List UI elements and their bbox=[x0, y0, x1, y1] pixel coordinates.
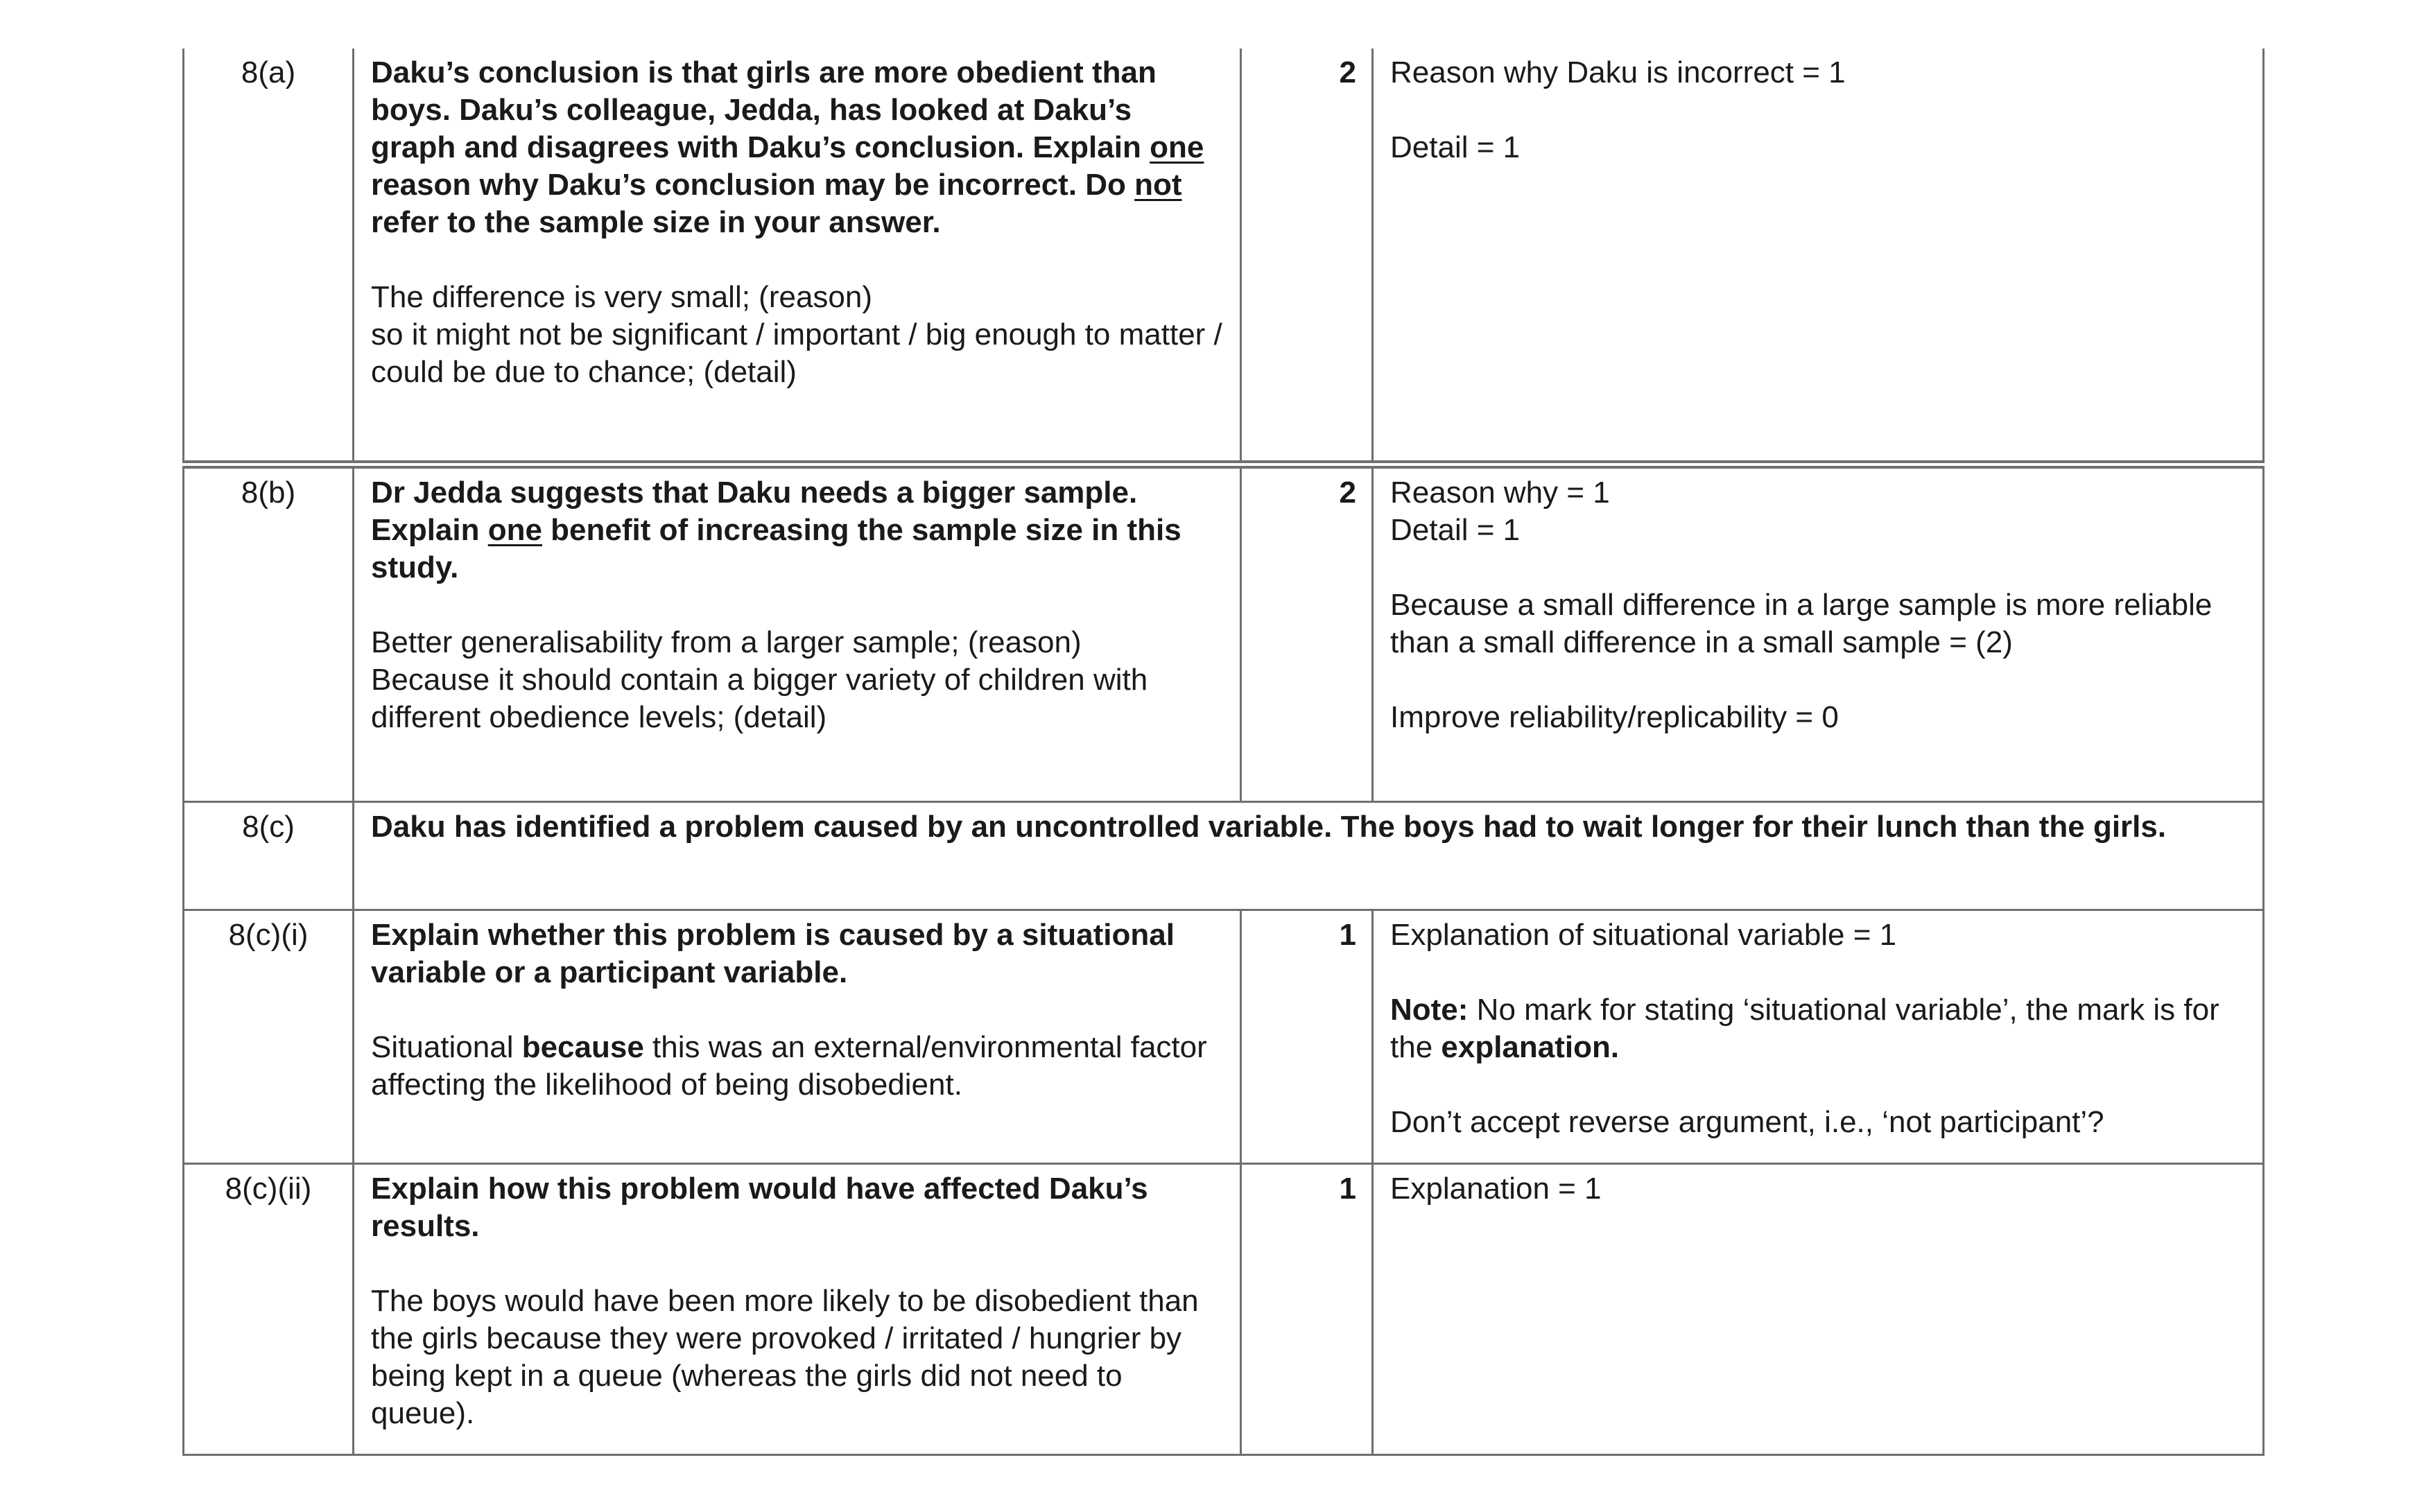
answer-cell bbox=[354, 49, 1241, 464]
question-number: 8(b) bbox=[184, 464, 354, 801]
answer-line: The difference is very small; (reason) bbox=[371, 280, 873, 314]
marks: 1 bbox=[1241, 1163, 1373, 1454]
answer-cell bbox=[354, 464, 1241, 801]
guidance-line: Detail = 1 bbox=[1390, 513, 1521, 547]
guidance-cell bbox=[1373, 1163, 2264, 1454]
marks: 2 bbox=[1241, 464, 1373, 801]
guidance-line: Explanation = 1 bbox=[1390, 1171, 1602, 1206]
question-text: Daku’s conclusion is that girls are more obedient than boys. Daku’s colleague, Jedda, has looked at Daku’s graph and disagrees with Daku’s conclusion. Explain one reason why Daku’s conclusion may be incorrect. Do not refer to the sample size in your answer. bbox=[371, 55, 1204, 239]
question-text: Explain how this problem would have affected Daku’s results. bbox=[371, 1171, 1148, 1243]
question-stem: Daku has identified a problem caused by an uncontrolled variable. The boys had to wait longer for their lunch than the girls. bbox=[354, 801, 2264, 910]
question-text: Explain whether this problem is caused by a situational variable or a participant variable. bbox=[371, 917, 1175, 989]
marks: 2 bbox=[1241, 49, 1373, 464]
guidance-line: Reason why Daku is incorrect = 1 bbox=[1390, 55, 1846, 89]
question-number: 8(c)(i) bbox=[184, 910, 354, 1163]
answer-line: Because it should contain a bigger variety of children with different obedience levels; (detail) bbox=[371, 663, 1148, 734]
guidance-line: Don’t accept reverse argument, i.e., ‘not participant’? bbox=[1390, 1104, 2104, 1139]
guidance-cell bbox=[1373, 49, 2264, 464]
answer-cell bbox=[354, 1163, 1241, 1454]
question-text: Dr Jedda suggests that Daku needs a bigger sample. Explain one benefit of increasing the sample size in this study. bbox=[371, 476, 1181, 584]
row-8a bbox=[184, 49, 2264, 464]
guidance-line: Improve reliability/replicability = 0 bbox=[1390, 700, 1839, 734]
guidance-cell bbox=[1373, 464, 2264, 801]
guidance-line: Detail = 1 bbox=[1390, 130, 1521, 164]
marks: 1 bbox=[1241, 910, 1373, 1163]
guidance-note: Note: No mark for stating ‘situational variable’, the mark is for the explanation. bbox=[1390, 992, 2219, 1064]
answer-line: Situational because this was an external/environmental factor affecting the likelihood of being disobedient. bbox=[371, 1029, 1207, 1102]
guidance-line: Explanation of situational variable = 1 bbox=[1390, 917, 1897, 952]
mark-scheme-table bbox=[182, 49, 2265, 1456]
answer-line: so it might not be significant / important / big enough to matter / could be due to chance; (detail) bbox=[371, 318, 1222, 389]
row-8c bbox=[184, 801, 2264, 910]
question-number: 8(c) bbox=[184, 801, 354, 910]
row-8b bbox=[184, 464, 2264, 801]
guidance-cell bbox=[1373, 910, 2264, 1163]
row-8ci bbox=[184, 910, 2264, 1163]
answer-line: Better generalisability from a larger sample; (reason) bbox=[371, 625, 1082, 659]
answer-line: The boys would have been more likely to be disobedient than the girls because they were provoked / irritated / hungrier by being kept in a queue (whereas the girls did not need to queue). bbox=[371, 1283, 1199, 1430]
row-8cii bbox=[184, 1163, 2264, 1454]
question-number: 8(a) bbox=[184, 49, 354, 464]
guidance-line: Reason why = 1 bbox=[1390, 476, 1610, 510]
guidance-line: Because a small difference in a large sample is more reliable than a small difference in a small sample = (2) bbox=[1390, 588, 2213, 659]
question-number: 8(c)(ii) bbox=[184, 1163, 354, 1454]
answer-cell bbox=[354, 910, 1241, 1163]
